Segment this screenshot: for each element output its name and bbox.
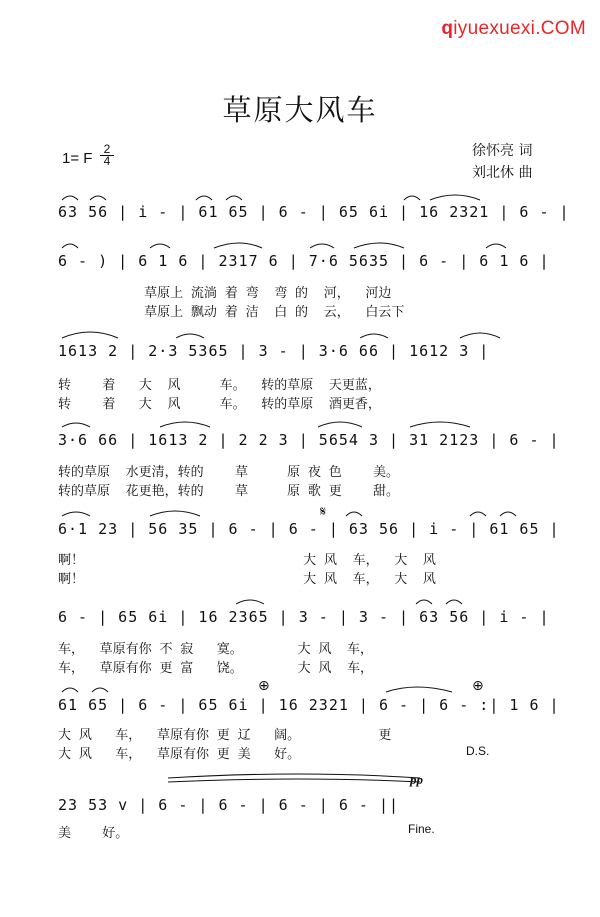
notation-line: 6 - | 65 6i | 16 2365 | 3 - | 3 - | 63 56 | i - |	[58, 608, 550, 626]
lyric-verse-1: 美 好。	[58, 826, 129, 841]
slur-mark	[62, 512, 90, 516]
lyric-verse-2: 转 着 大 风 车。 转的草原 酒更香，	[58, 397, 381, 412]
coda-sign: ⊕	[472, 678, 484, 694]
slur-mark	[486, 244, 506, 248]
lyric-verse-1: 草原上 流淌 着 弯 弯 的 河， 河边	[58, 286, 392, 301]
lyric-verse-1: 转的草原 水更清，转的 草 原 夜 色 美。	[58, 465, 400, 480]
hairpin-line	[168, 779, 420, 782]
slur-mark	[92, 688, 108, 692]
lyric-verse-2: 草原上 飘动 着 洁 白 的 云， 白云下	[58, 305, 405, 320]
site-watermark: qiyuexuexi.COM	[441, 18, 586, 39]
notation-line: 6·1 23 | 56 35 | 6 - | 6 - | 63 56 | i - | 61 65 |	[58, 520, 560, 538]
lyricist-credit: 徐怀亮 词	[472, 143, 533, 159]
lyric-verse-2: 车， 草原有你 更 富 饶。 大 风 车，	[58, 661, 374, 676]
slur-mark	[62, 196, 78, 200]
coda-sign: ⊕	[258, 678, 270, 694]
slur-mark	[236, 600, 264, 604]
slur-mark	[176, 334, 204, 338]
lyric-verse-2: 转的草原 花更艳，转的 草 原 歌 更 甜。	[58, 484, 400, 499]
notation-line: 6 - ) | 6 1 6 | 2317 6 | 7·6 5635 | 6 - | 6 1 6 |	[58, 252, 550, 270]
notation-line: 23 53 v | 6 - | 6 - | 6 - | 6 - ||	[58, 796, 400, 814]
slur-mark	[214, 243, 262, 248]
segno-sign: 𝄋	[320, 504, 327, 520]
fine-marking: Fine.	[408, 822, 435, 836]
lyric-verse-1: 啊！ 大 风 车， 大 风	[58, 553, 436, 568]
slur-mark	[90, 196, 106, 200]
slur-mark	[62, 332, 118, 338]
slur-mark	[430, 195, 480, 200]
slur-mark	[150, 244, 170, 248]
lyric-verse-2: 大 风 车， 草原有你 更 美 好。	[58, 747, 379, 762]
slur-mark	[196, 196, 212, 200]
lyric-verse-2: 啊！ 大 风 车， 大 风	[58, 572, 436, 587]
meter-top: 2	[100, 144, 114, 156]
lyric-verse-1: 车， 草原有你 不 寂 寞。 大 风 车，	[58, 642, 374, 657]
key-signature: 1= F	[62, 150, 93, 167]
hairpin-line	[168, 774, 420, 778]
notation-line: 1613 2 | 2·3 5365 | 3 - | 3·6 66 | 1612 3 |	[58, 342, 490, 360]
slur-mark	[62, 688, 78, 692]
song-title: 草原大风车	[222, 93, 378, 127]
slur-mark	[226, 196, 242, 200]
slur-mark	[500, 512, 516, 516]
slur-mark	[318, 422, 362, 427]
slur-mark	[470, 512, 486, 516]
slur-mark	[62, 423, 90, 427]
slur-mark	[410, 422, 470, 427]
lyric-verse-1: 转 着 大 风 车。 转的草原 天更蓝，	[58, 378, 381, 393]
notation-line: 61 65 | 6 - | 65 6i | 16 2321 | 6 - | 6 - :| 1 6 |	[58, 696, 560, 714]
dynamic-pianissimo: pp	[410, 772, 423, 787]
ds-marking: D.S.	[466, 744, 490, 758]
slur-mark	[446, 600, 462, 604]
slur-mark	[360, 334, 388, 338]
slur-mark	[404, 196, 420, 200]
lyric-verse-1: 大 风 车， 草原有你 更 辽 阔。 更	[58, 728, 392, 743]
slur-mark	[460, 333, 500, 338]
notation-line: 63 56 | i - | 61 65 | 6 - | 65 6i | 16 2321 | 6 - |	[58, 203, 570, 221]
slur-mark	[346, 512, 362, 516]
slur-mark	[416, 600, 432, 604]
composer-credit: 刘北休 曲	[472, 165, 533, 181]
slur-mark	[62, 244, 78, 248]
slur-mark	[150, 511, 200, 516]
meter-bottom: 4	[103, 154, 111, 168]
notation-line: 3·6 66 | 1613 2 | 2 2 3 | 5654 3 | 31 2123 | 6 - |	[58, 431, 560, 449]
slur-mark	[160, 422, 210, 427]
slur-mark	[354, 243, 404, 248]
slur-mark	[386, 687, 452, 692]
slur-mark	[310, 244, 334, 248]
